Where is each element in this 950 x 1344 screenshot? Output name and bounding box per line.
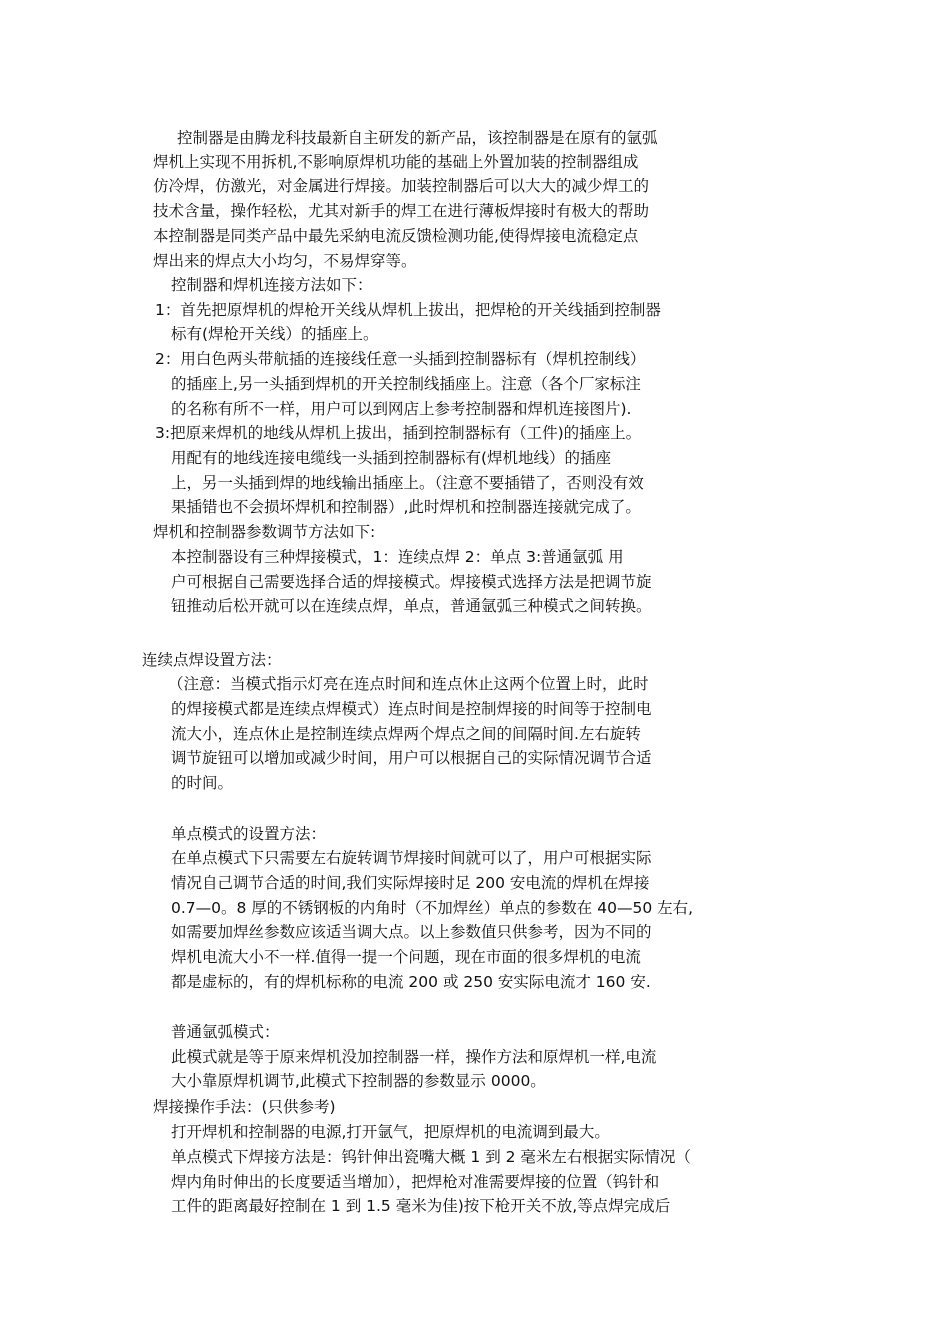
single-spot-line-4: 如需要加焊丝参数应该适当调大点。以上参数值只供参考，因为不同的 <box>171 923 652 941</box>
intro-line-6: 焊出来的焊点大小均匀，不易焊穿等。 <box>153 252 417 270</box>
operation-heading: 焊接操作手法：(只供参考) <box>153 1098 336 1116</box>
intro-line-3: 仿冷焊，仿激光，对金属进行焊接。加装控制器后可以大大的减少焊工的 <box>153 177 650 195</box>
continuous-spot-line-3: 流大小，连点休止是控制连续点焊两个焊点之间的间隔时间.左右旋转 <box>171 725 641 743</box>
continuous-spot-line-5: 的时间。 <box>171 774 234 792</box>
connection-step-2-line-1: 2：用白色两头带航插的连接线任意一头插到控制器标有（焊机控制线） <box>155 350 646 368</box>
intro-line-2: 焊机上实现不用拆机,不影响原焊机功能的基础上外置加装的控制器组成 <box>153 153 639 171</box>
operation-line-2: 单点模式下焊接方法是：钨针伸出瓷嘴大概 1 到 2 毫米左右根据实际情况（ <box>171 1148 691 1166</box>
argon-arc-line-2: 大小靠原焊机调节,此模式下控制器的参数显示 0000。 <box>171 1072 546 1090</box>
intro-line-1: 控制器是由腾龙科技最新自主研发的新产品，该控制器是在原有的氩弧 <box>177 129 658 147</box>
parameter-line-2: 户可根据自己需要选择合适的焊接模式。焊接模式选择方法是把调节旋 <box>171 573 652 591</box>
connection-step-2-line-3: 的名称有所不一样，用户可以到网店上参考控制器和焊机连接图片). <box>171 400 632 418</box>
connection-step-1-line-2: 标有(焊枪开关线）的插座上。 <box>171 325 379 343</box>
continuous-spot-line-1: （注意：当模式指示灯亮在连点时间和连点休止这两个位置上时，此时 <box>168 675 649 693</box>
single-spot-line-1: 在单点模式下只需要左右旋转调节焊接时间就可以了，用户可根据实际 <box>171 849 652 867</box>
intro-line-5: 本控制器是同类产品中最先采納电流反馈检测功能,使得焊接电流稳定点 <box>153 227 639 245</box>
argon-arc-heading: 普通氩弧模式： <box>171 1023 280 1041</box>
operation-line-1: 打开焊机和控制器的电源,打开氩气，把原焊机的电流调到最大。 <box>171 1123 610 1141</box>
connection-step-1-line-1: 1：首先把原焊机的焊枪开关线从焊机上拔出，把焊枪的开关线插到控制器 <box>155 301 661 319</box>
argon-arc-line-1: 此模式就是等于原来焊机没加控制器一样，操作方法和原焊机一样,电流 <box>171 1048 657 1066</box>
single-spot-heading: 单点模式的设置方法： <box>171 825 327 843</box>
connection-step-3-line-2: 用配有的地线连接电缆线一头插到控制器标有(焊机地线）的插座 <box>171 449 612 467</box>
operation-line-3: 焊内角时伸出的长度要适当增加），把焊枪对准需要焊接的位置（钨针和 <box>171 1173 660 1191</box>
connection-step-3-line-4: 果插错也不会损坏焊机和控制器）,此时焊机和控制器连接就完成了。 <box>171 498 641 516</box>
parameter-line-1: 本控制器设有三种焊接模式，1：连续点焊 2：单点 3:普通氩弧 用 <box>171 548 624 566</box>
parameter-heading: 焊机和控制器参数调节方法如下: <box>153 523 376 541</box>
continuous-spot-line-2: 的焊接模式都是连续点焊模式）连点时间是控制焊接的时间等于控制电 <box>171 700 652 718</box>
connection-step-2-line-2: 的插座上,另一头插到焊机的开关控制线插座上。注意（各个厂家标注 <box>171 375 641 393</box>
continuous-spot-heading: 连续点焊设置方法： <box>142 651 282 669</box>
single-spot-line-2: 情况自己调节合适的时间,我们实际焊接时足 200 安电流的焊机在焊接 <box>171 874 650 892</box>
single-spot-line-6: 都是虚标的，有的焊机标称的电流 200 或 250 安实际电流才 160 安. <box>171 973 651 991</box>
single-spot-line-3: 0.7—0。8 厚的不锈钢板的内角时（不加焊丝）单点的参数在 40—50 左右, <box>171 899 694 917</box>
operation-line-4: 工件的距离最好控制在 1 到 1.5 毫米为佳)按下枪开关不放,等点焊完成后 <box>171 1197 671 1215</box>
connection-step-3-line-3: 上，另一头插到焊的地线输出插座上。（注意不要插错了，否则没有效 <box>171 474 644 492</box>
parameter-line-3: 钮推动后松开就可以在连续点焊，单点，普通氩弧三种模式之间转换。 <box>171 597 652 615</box>
connection-step-3-line-1: 3:把原来焊机的地线从焊机上拔出，插到控制器标有（工件)的插座上。 <box>155 424 642 442</box>
connection-heading: 控制器和焊机连接方法如下： <box>171 276 373 294</box>
continuous-spot-line-4: 调节旋钮可以增加或减少时间，用户可以根据自己的实际情况调节合适 <box>171 749 652 767</box>
single-spot-line-5: 焊机电流大小不一样.值得一提一个问题，现在市面的很多焊机的电流 <box>171 948 641 966</box>
intro-line-4: 技术含量，操作轻松，尤其对新手的焊工在进行薄板焊接时有极大的帮助 <box>153 202 650 220</box>
